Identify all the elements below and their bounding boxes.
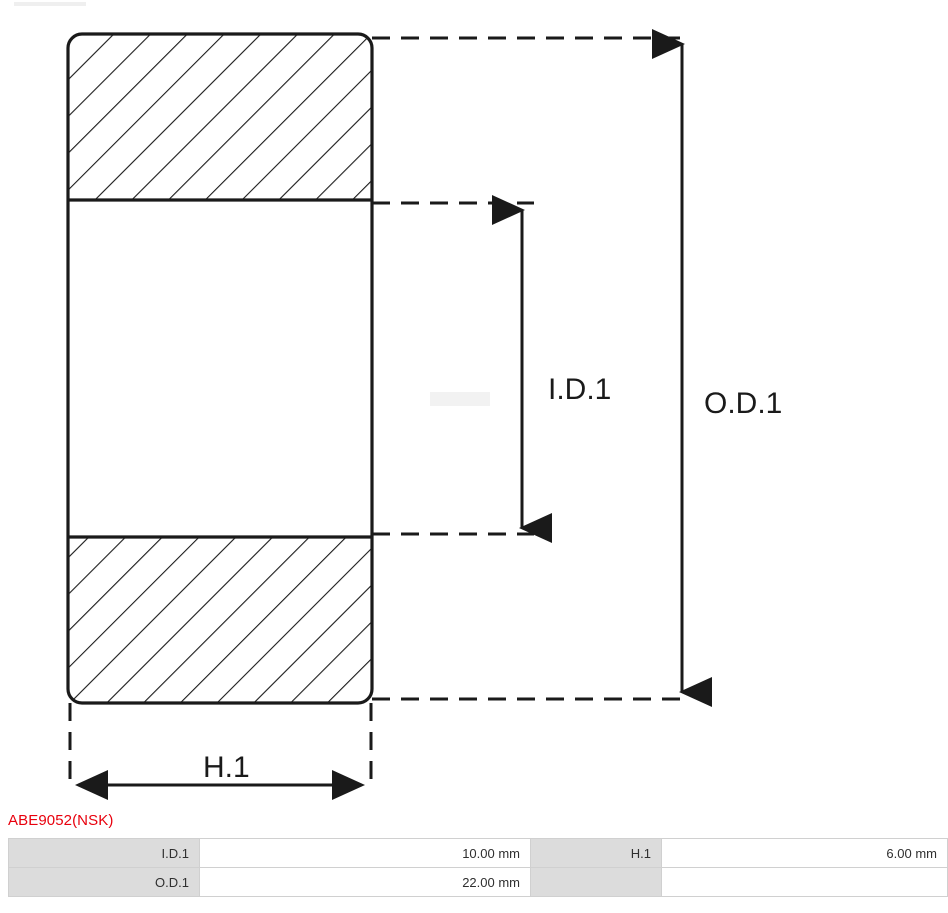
specification-table [8, 838, 948, 897]
bearing-outer-race-bottom [60, 530, 380, 712]
spec-label-id: I.D.1 [9, 839, 200, 868]
spec-value-h: 6.00 mm [662, 839, 948, 868]
spec-label-empty [531, 868, 662, 897]
part-code: ABE9052(NSK) [8, 812, 114, 829]
spec-value-id: 10.00 mm [200, 839, 531, 868]
bearing-outer-race-top [60, 26, 380, 208]
table-row [9, 839, 948, 868]
spec-value-empty [662, 868, 948, 897]
top-left-marker [14, 2, 86, 6]
od-label: O.D.1 [704, 387, 783, 420]
spec-label-od: O.D.1 [9, 868, 200, 897]
watermark-box [430, 392, 490, 406]
id-label: I.D.1 [548, 373, 612, 406]
table-row [9, 868, 948, 897]
spec-value-od: 22.00 mm [200, 868, 531, 897]
h-label: H.1 [203, 751, 250, 784]
spec-label-h: H.1 [531, 839, 662, 868]
